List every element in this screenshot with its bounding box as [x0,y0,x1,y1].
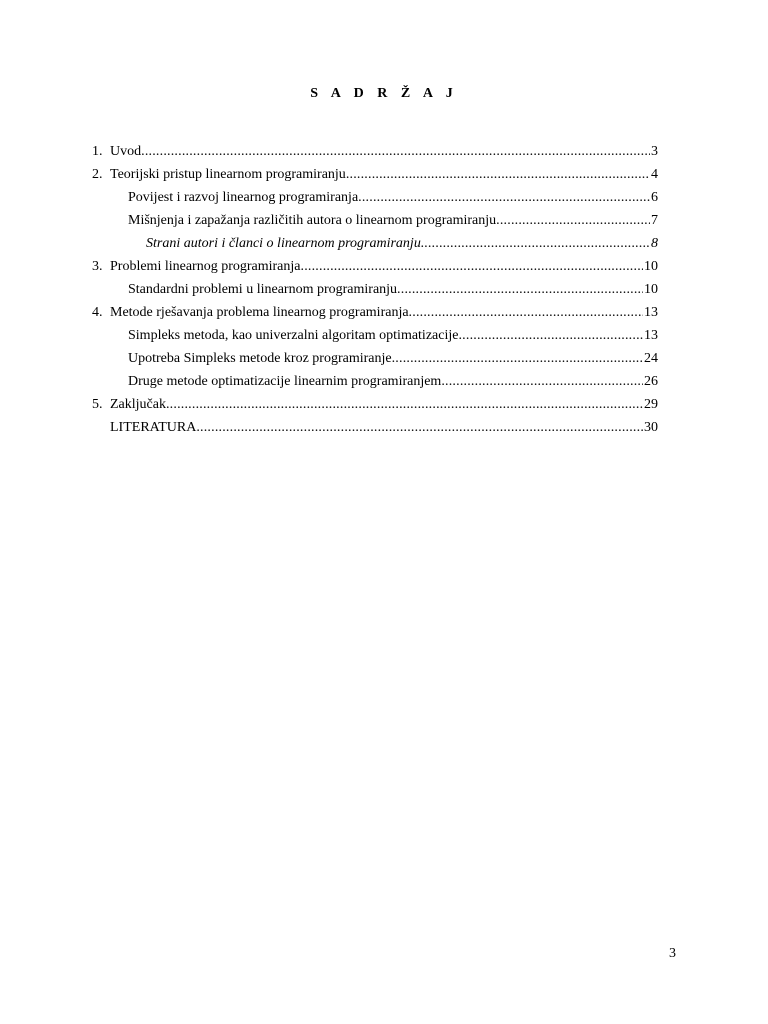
toc-leader-dots [441,370,643,393]
toc-entry-metode[interactable] [92,301,658,324]
toc-entry-page: 4 [651,167,658,182]
toc-entry-page: 24 [644,351,658,366]
toc-leader-dots [397,278,643,301]
toc-entry-standardni-problemi[interactable] [92,278,658,301]
toc-entry-label: Simpleks metoda, kao univerzalni algoritam optimatizacije [128,328,459,343]
toc-entry-label: Strani autori i članci o linearnom programiranju [146,236,421,251]
toc-entry-label: Uvod [110,144,142,159]
toc-entry-number: 5. [92,397,103,412]
toc-leader-dots [141,140,650,163]
toc-entry-povijest[interactable] [92,186,658,209]
toc-entry-druge-metode[interactable] [92,370,658,393]
toc-entry-page: 26 [644,374,658,389]
page-number: 3 [669,946,676,961]
toc-entry-teorijski-pristup[interactable] [92,163,658,186]
toc-entry-label: Mišnjenja i zapažanja različitih autora o linearnom programiranju [128,213,497,228]
toc-entry-misnjenja[interactable] [92,209,658,232]
toc-entry-simpleks-metoda[interactable] [92,324,658,347]
toc-entry-number: 2. [92,167,103,182]
toc-entry-label: Upotreba Simpleks metode kroz programiranje [128,351,392,366]
toc-entry-label: Metode rješavanja problema linearnog programiranja [110,305,409,320]
toc-entry-strani-autori[interactable] [92,232,658,255]
toc-entry-zakljucak[interactable] [92,393,658,416]
toc-entry-label: Druge metode optimatizacije linearnim programiranjem [128,374,442,389]
toc-entry-label: Problemi linearnog programiranja [110,259,301,274]
toc-entry-label: Zaključak [110,397,166,412]
toc-entry-uvod[interactable] [92,140,658,163]
toc-entry-number: 4. [92,305,103,320]
toc-leader-dots [392,347,643,370]
toc-leader-dots [409,301,643,324]
toc-entry-label: Standardni problemi u linearnom programiranju [128,282,398,297]
toc-entry-page: 8 [651,236,658,251]
toc-leader-dots [301,255,644,278]
toc-entry-label: Povijest i razvoj linearnog programiranja [128,190,359,205]
toc-entry-label: Teorijski pristup linearnom programiranju [110,167,346,182]
toc-entry-page: 13 [644,328,658,343]
toc-entry-number: 3. [92,259,103,274]
toc-entry-problemi[interactable] [92,255,658,278]
toc-leader-dots [421,232,650,255]
toc-leader-dots [196,416,643,439]
toc-entry-page: 13 [644,305,658,320]
document-title: S A D R Ž A J [310,86,458,101]
toc-leader-dots [346,163,650,186]
toc-leader-dots [496,209,650,232]
toc-entry-label: LITERATURA [110,420,197,435]
toc-entry-literatura[interactable] [92,416,658,439]
toc-entry-page: 10 [644,259,658,274]
toc-leader-dots [358,186,650,209]
toc-entry-page: 3 [651,144,658,159]
toc-entry-number: 1. [92,144,103,159]
toc-leader-dots [458,324,643,347]
toc-leader-dots [166,393,643,416]
table-of-contents [92,140,658,439]
toc-entry-page: 7 [651,213,658,228]
toc-entry-page: 30 [644,420,658,435]
toc-entry-upotreba-simpleks[interactable] [92,347,658,370]
toc-entry-page: 10 [644,282,658,297]
toc-entry-page: 29 [644,397,658,412]
toc-entry-page: 6 [651,190,658,205]
